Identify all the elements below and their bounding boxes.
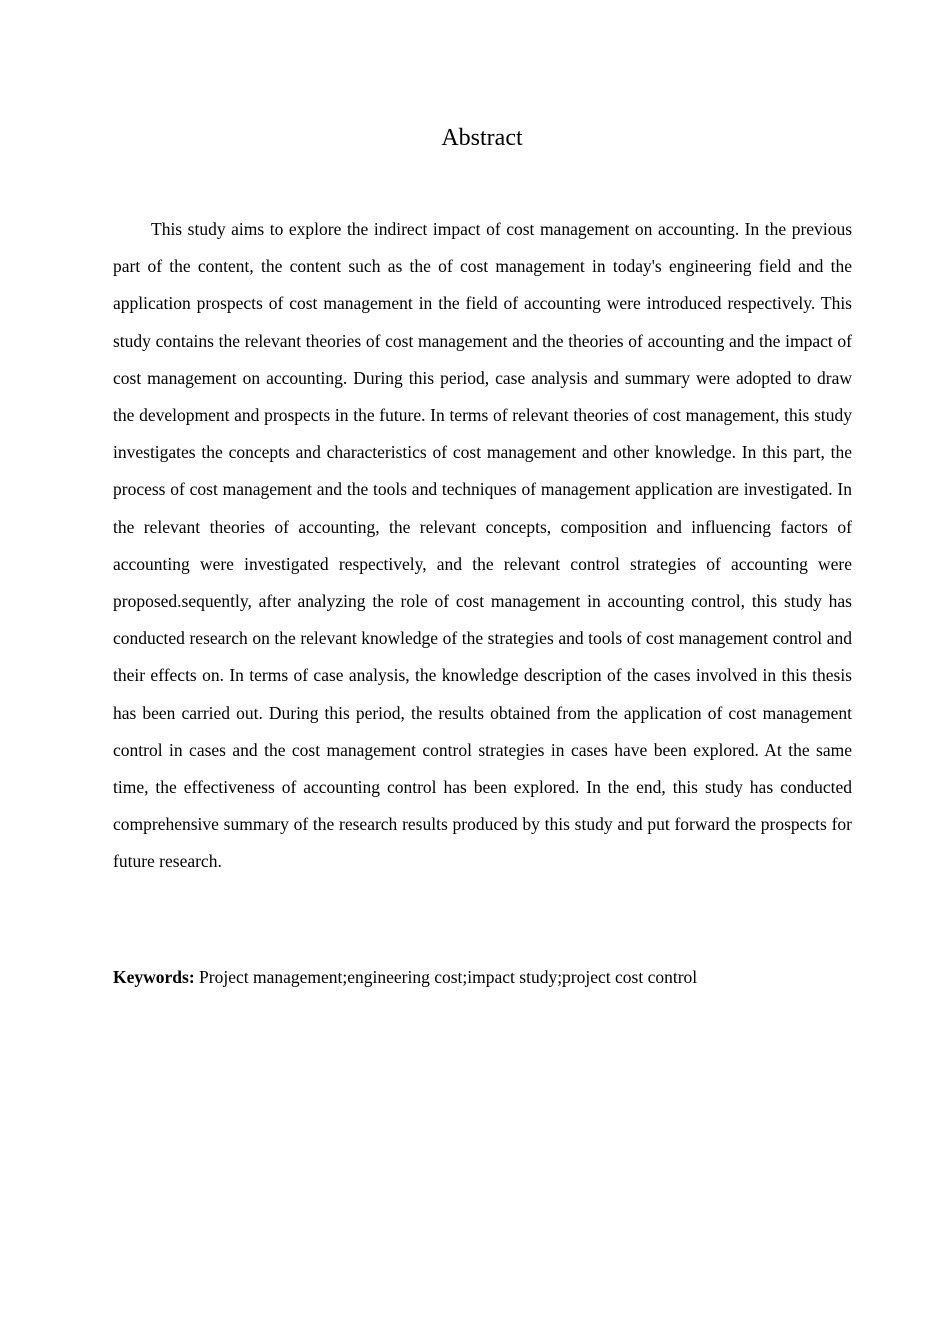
- keywords-text: Project management;engineering cost;impact study;project cost control: [199, 967, 698, 987]
- keywords-line: [113, 961, 852, 993]
- abstract-title: Abstract: [441, 125, 523, 151]
- keywords-label: Keywords:: [113, 967, 195, 987]
- abstract-body: This study aims to explore the indirect impact of cost management on accounting. In the previous part of the content, the content such as the of cost management in today's engineering field and the application prospects of cost management in the field of accounting were introduced respectively. This study contains the relevant theories of cost management and the theories of accounting and the impact of cost management on accounting. During this period, case analysis and summary were adopted to draw the development and prospects in the future. In terms of relevant theories of cost management, this study investigates the concepts and characteristics of cost management and other knowledge. In this part, the process of cost management and the tools and techniques of management application are investigated. In the relevant theories of accounting, the relevant concepts, composition and influencing factors of accounting were investigated respectively, and the relevant control strategies of accounting were proposed.sequently, after analyzing the role of cost management in accounting control, this study has conducted research on the relevant knowledge of the strategies and tools of cost management control and their effects on. In terms of case analysis, the knowledge description of the cases involved in this thesis has been carried out. During this period, the results obtained from the application of cost management control in cases and the cost management control strategies in cases have been explored. At the same time, the effectiveness of accounting control has been explored. In the end, this study has conducted comprehensive summary of the research results produced by this study and put forward the prospects for future research.: [113, 219, 852, 872]
